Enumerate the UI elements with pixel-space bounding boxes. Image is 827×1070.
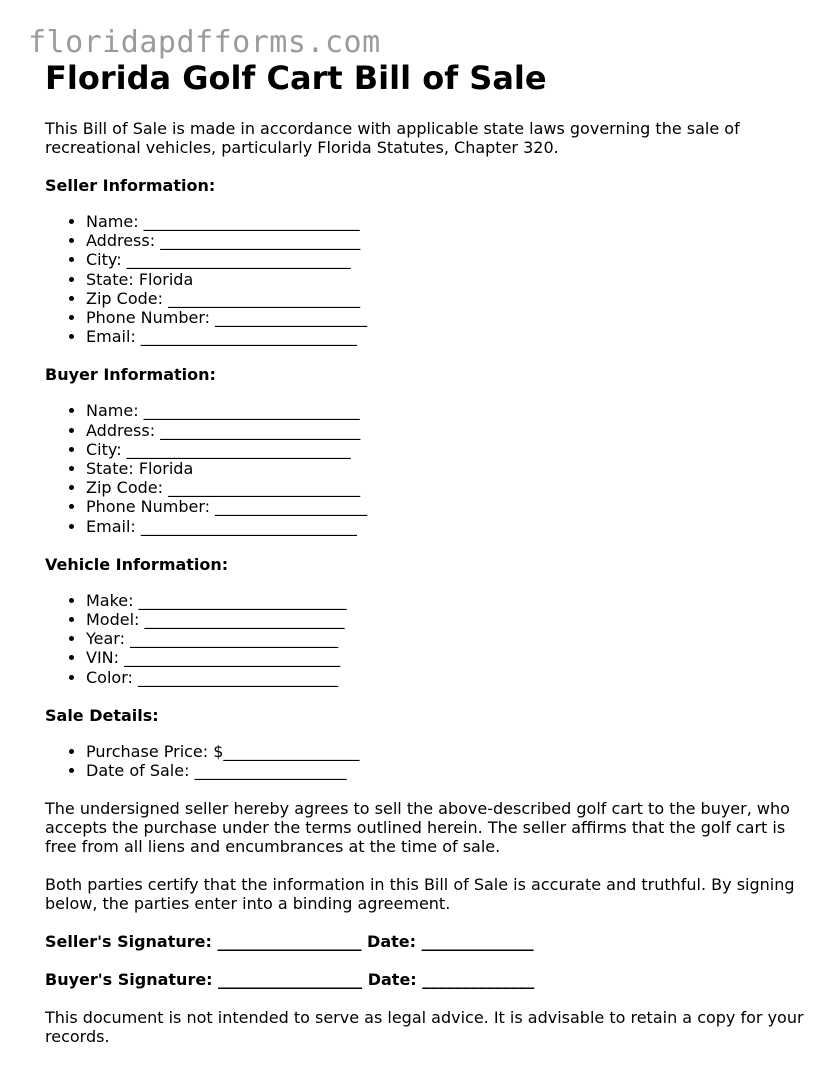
date-of-sale-field: • Date of Sale: ___________________ xyxy=(86,761,805,780)
buyer-heading: Buyer Information: xyxy=(45,365,216,385)
seller-state-field: • State: Florida xyxy=(86,270,805,289)
document-page xyxy=(45,56,805,1046)
seller-name-field: • Name: ___________________________ xyxy=(86,212,805,231)
sale-heading: Sale Details: xyxy=(45,705,159,725)
buyer-phone-field: • Phone Number: ___________________ xyxy=(86,497,805,516)
seller-address-field: • Address: _________________________ xyxy=(86,231,805,250)
vehicle-year-field: • Year: __________________________ xyxy=(86,629,805,648)
seller-signature-line: Seller's Signature: __________________ Date: ______________ xyxy=(45,932,534,952)
buyer-city-field: • City: ____________________________ xyxy=(86,440,805,459)
buyer-list xyxy=(45,401,805,535)
vehicle-vin-field: • VIN: ___________________________ xyxy=(86,648,805,667)
vehicle-color-field: • Color: _________________________ xyxy=(86,668,805,687)
buyer-state-field: • State: Florida xyxy=(86,459,805,478)
vehicle-list xyxy=(45,591,805,687)
seller-zip-field: • Zip Code: ________________________ xyxy=(86,289,805,308)
buyer-email-field: • Email: ___________________________ xyxy=(86,517,805,536)
buyer-signature-line: Buyer's Signature: __________________ Date: ______________ xyxy=(45,970,535,990)
intro-paragraph: This Bill of Sale is made in accordance with applicable state laws governing the sale of recreational vehicles, particularly Florida Statutes, Chapter 320. xyxy=(45,119,740,157)
vehicle-heading: Vehicle Information: xyxy=(45,554,229,574)
disclaimer-paragraph: This document is not intended to serve as legal advice. It is advisable to retain a copy for your records. xyxy=(45,1008,804,1047)
seller-heading: Seller Information: xyxy=(45,176,216,195)
seller-email-field: • Email: ___________________________ xyxy=(86,327,805,346)
purchase-price-field: • Purchase Price: $_________________ xyxy=(86,742,805,761)
agreement-paragraph: The undersigned seller hereby agrees to sell the above-described golf cart to the buyer, who accepts the purchase under the terms outlined herein. The seller affirms that the golf cart is free from all liens and encumbrances at the time of sale. xyxy=(45,799,790,857)
seller-list xyxy=(45,212,805,346)
buyer-name-field: • Name: ___________________________ xyxy=(86,401,805,420)
buyer-address-field: • Address: _________________________ xyxy=(86,421,805,440)
vehicle-make-field: • Make: __________________________ xyxy=(86,591,805,610)
watermark: floridapdfforms.com xyxy=(28,25,381,60)
sale-list xyxy=(45,742,805,780)
buyer-zip-field: • Zip Code: ________________________ xyxy=(86,478,805,497)
vehicle-model-field: • Model: _________________________ xyxy=(86,610,805,629)
page-title: Florida Golf Cart Bill of Sale xyxy=(45,59,547,97)
seller-phone-field: • Phone Number: ___________________ xyxy=(86,308,805,327)
seller-city-field: • City: ____________________________ xyxy=(86,250,805,269)
certify-paragraph: Both parties certify that the information in this Bill of Sale is accurate and truthful. By signing below, the parties enter into a binding agreement. xyxy=(45,875,795,914)
